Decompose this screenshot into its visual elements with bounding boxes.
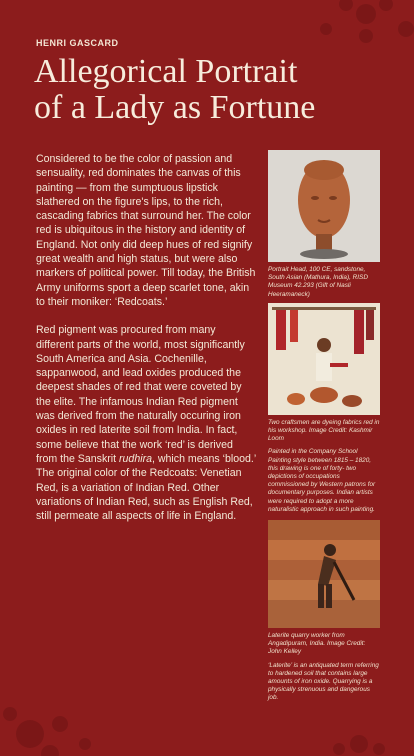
dyeing-painting-image: [268, 303, 380, 415]
sanskrit-term: rudhira: [119, 452, 152, 465]
author-name: HENRI GASCARD: [36, 38, 119, 48]
floral-ornament-icon: [0, 684, 130, 756]
body-text: [36, 152, 256, 537]
title-line-2: of a Lady as Fortune: [34, 89, 316, 126]
sandstone-head-image: [268, 150, 380, 262]
caption-1: Portrait Head, 100 CE, sandstone, South Asian (Mathura, India), RISD Museum 42.293 (Gift of Nasli Heeramaneck): [268, 266, 368, 298]
body-paragraph-1: Considered to be the color of passion and sensuality, red dominates the canvas of this painting — from the sumptuous lipstick slathered on the figure's lips, to the rich, cascading fabrics that surround her. The color red is ubiquitous in the history and identity of England. Not only did deep hues of red signify great wealth and high status, but were also markers of political power. Till today, the British Army uniforms sport a deep scarlet tone, akin to their moniker: ‘Redcoats.’: [36, 153, 256, 308]
page-title: [34, 54, 374, 126]
floral-ornament-icon: [314, 714, 404, 756]
caption-3-note: ‘Laterite’ is an antiquated term referring to hardened soil that contains large amounts of iron oxide. Quarrying is a physically strenuous and dangerous job.: [268, 661, 379, 702]
caption-3: Laterite quarry worker from Angadipuram, India. Image Credit: John Kelley: [268, 632, 366, 656]
caption-2-note: Painted in the Company School Painting style between 1815 – 1820, this drawing is one of forty- two depictions of occupations commissioned by Western patrons for documentary purposes. Indian artists were required to adopt a more naturalistic approach in such painting.: [268, 448, 376, 513]
body-paragraph-2: Red pigment was procured from many different parts of the world, most significantly South America and Asia. Cochenille, sappanwood, and lead oxides produced the deepest shades of red that were coveted by the elite. The infamous Indian Red pigment was derived from the naturally occuring iron oxides in red laterite soil from India. In fact, some believe that the work ‘red’ is derived from the Sanskrit rudhira, which means ‘blood.’ The original color of the Redcoats: Venetian Red, is a variation of Indian Red. Other variations of Indian Red, such as English Red, still permeate all aspects of life in England.: [36, 324, 256, 523]
caption-2: Two craftsmen are dyeing fabrics red in his workshop. Image Credit: Kashmir Loom: [268, 418, 380, 443]
title-line-1: Allegorical Portrait: [34, 53, 298, 90]
quarry-worker-image: [268, 520, 380, 628]
image-sidebar: [268, 150, 380, 703]
